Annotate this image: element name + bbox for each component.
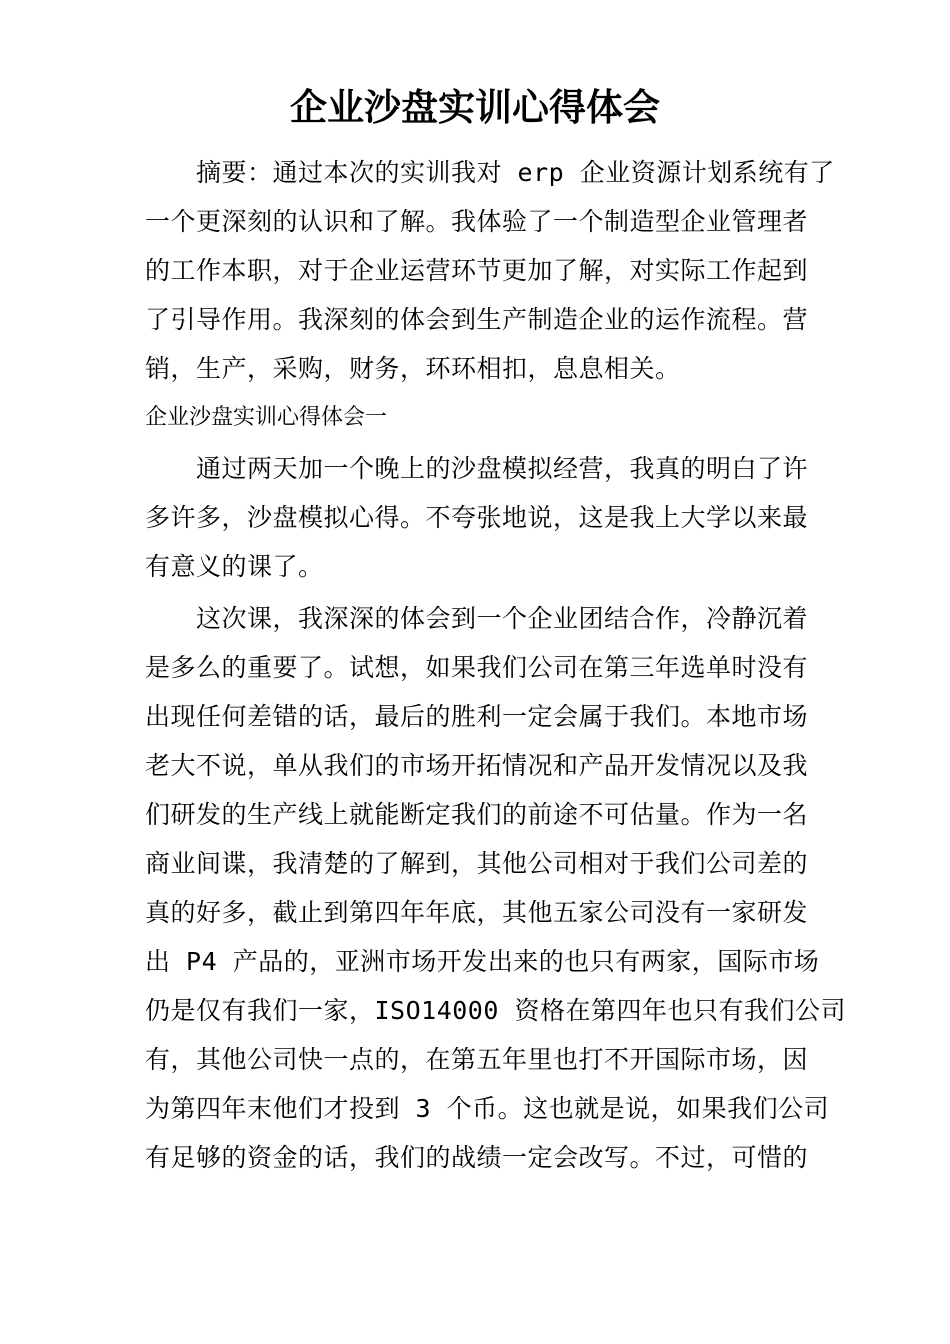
paragraph-line: 为第四年末他们才投到 3 个币。这也就是说，如果我们公司 bbox=[145, 1094, 830, 1123]
paragraph-line: 有意义的课了。 bbox=[145, 552, 324, 581]
paragraph-line: 老大不说，单从我们的市场开拓情况和产品开发情况以及我 bbox=[145, 751, 809, 780]
paragraph-line: 有足够的资金的话，我们的战绩一定会改写。不过，可惜的 bbox=[145, 1143, 809, 1172]
section-heading: 企业沙盘实训心得体会一 bbox=[145, 405, 388, 430]
paragraph-line: 这次课，我深深的体会到一个企业团结合作，冷静沉着 bbox=[196, 604, 809, 633]
paragraph-line: 们研发的生产线上就能断定我们的前途不可估量。作为一名 bbox=[145, 800, 809, 829]
paragraph-line: 仍是仅有我们一家，ISO14000 资格在第四年也只有我们公司 bbox=[145, 996, 846, 1025]
abstract-line: 的工作本职，对于企业运营环节更加了解，对实际工作起到 bbox=[145, 256, 809, 285]
abstract-line: 了引导作用。我深刻的体会到生产制造企业的运作流程。营 bbox=[145, 305, 809, 334]
paragraph-line: 真的好多，截止到第四年年底，其他五家公司没有一家研发 bbox=[145, 898, 809, 927]
abstract-line: 摘要：通过本次的实训我对 erp 企业资源计划系统有了 bbox=[196, 158, 835, 187]
paragraph-line: 出 P4 产品的，亚洲市场开发出来的也只有两家，国际市场 bbox=[145, 947, 820, 976]
document-title: 企业沙盘实训心得体会 bbox=[290, 85, 660, 129]
abstract-paragraph bbox=[145, 148, 835, 393]
paragraph-line: 出现任何差错的话，最后的胜利一定会属于我们。本地市场 bbox=[145, 702, 809, 731]
paragraph-line: 是多么的重要了。试想，如果我们公司在第三年选单时没有 bbox=[145, 653, 809, 682]
abstract-line: 一个更深刻的认识和了解。我体验了一个制造型企业管理者 bbox=[145, 207, 809, 236]
paragraph-2 bbox=[145, 594, 846, 1182]
paragraph-line: 有，其他公司快一点的，在第五年里也打不开国际市场，因 bbox=[145, 1045, 809, 1074]
paragraph-line: 多许多，沙盘模拟心得。不夸张地说，这是我上大学以来最 bbox=[145, 503, 809, 532]
paragraph-1 bbox=[145, 444, 808, 591]
paragraph-line: 通过两天加一个晚上的沙盘模拟经营，我真的明白了许 bbox=[196, 454, 809, 483]
paragraph-line: 商业间谍，我清楚的了解到，其他公司相对于我们公司差的 bbox=[145, 849, 809, 878]
abstract-line: 销，生产，采购，财务，环环相扣，息息相关。 bbox=[145, 354, 681, 383]
